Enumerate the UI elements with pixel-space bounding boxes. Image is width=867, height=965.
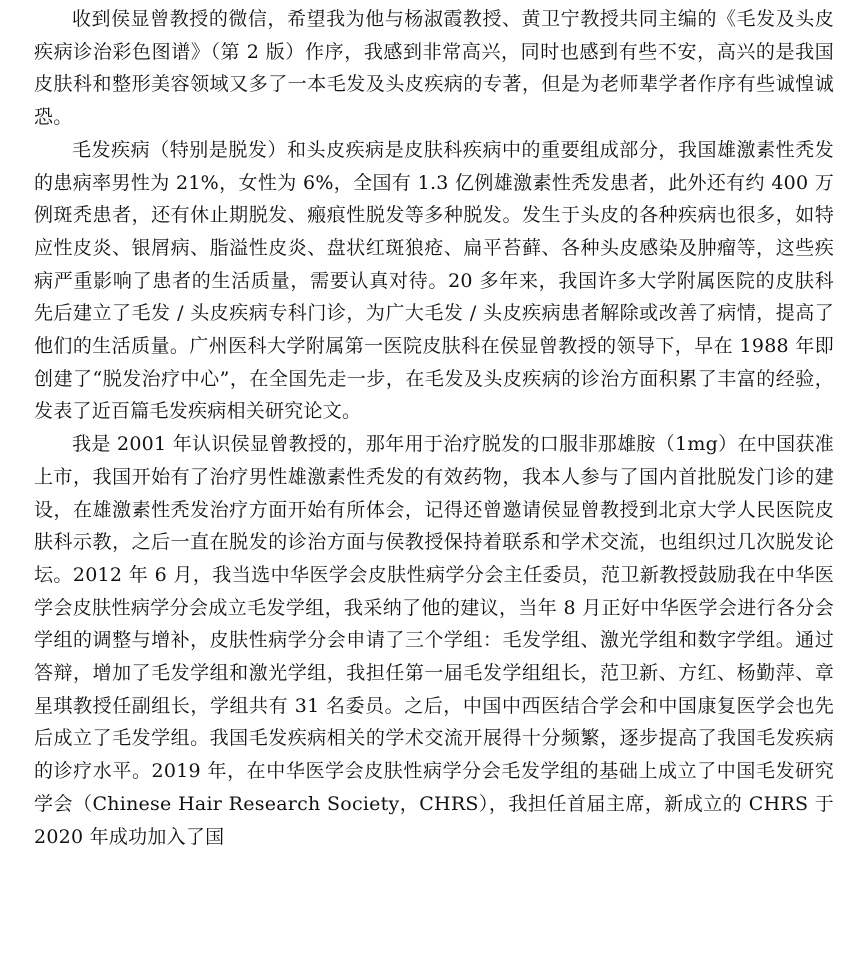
- paragraph-2: 毛发疾病（特别是脱发）和头皮疾病是皮肤科疾病中的重要组成部分，我国雄激素性秃发的患病率男性为 21%，女性为 6%，全国有 1.3 亿例雄激素性秃发患者，此外还有约 400 万例斑秃患者，还有休止期脱发、瘢痕性脱发等多种脱发。发生于头皮的各种疾病也很多，如特应性皮炎、银屑病、脂溢性皮炎、盘状红斑狼疮、扁平苔藓、各种头皮感染及肿瘤等，这些疾病严重影响了患者的生活质量，需要认真对待。20 多年来，我国许多大学附属医院的皮肤科先后建立了毛发 / 头皮疾病专科门诊，为广大毛发 / 头皮疾病患者解除或改善了病情，提高了他们的生活质量。广州医科大学附属第一医院皮肤科在侯显曾教授的领导下，早在 1988 年即创建了“脱发治疗中心”，在全国先走一步，在毛发及头皮疾病的诊治方面积累了丰富的经验，发表了近百篇毛发疾病相关研究论文。: [34, 138, 834, 423]
- paragraph-1: 收到侯显曾教授的微信，希望我为他与杨淑霞教授、黄卫宁教授共同主编的《毛发及头皮疾病诊治彩色图谱》（第 2 版）作序，我感到非常高兴，同时也感到有些不安，高兴的是我国皮肤科和整形美容领域又多了一本毛发及头皮疾病的专著，但是为老师辈学者作序有些诚惶诚恐。: [34, 8, 834, 129]
- paragraph-3: 我是 2001 年认识侯显曾教授的，那年用于治疗脱发的口服非那雄胺（1mg）在中国获准上市，我国开始有了治疗男性雄激素性秃发的有效药物，我本人参与了国内首批脱发门诊的建设，在雄激素性秃发治疗方面开始有所体会，记得还曾邀请侯显曾教授到北京大学人民医院皮肤科示教，之后一直在脱发的诊治方面与侯教授保持着联系和学术交流，也组织过几次脱发论坛。2012 年 6 月，我当选中华医学会皮肤性病学分会主任委员，范卫新教授鼓励我在中华医学会皮肤性病学分会成立毛发学组，我采纳了他的建议，当年 8 月正好中华医学会进行各分会学组的调整与增补，皮肤性病学分会申请了三个学组：毛发学组、激光学组和数字学组。通过答辩，增加了毛发学组和激光学组，我担任第一届毛发学组组长，范卫新、方红、杨勤萍、章星琪教授任副组长，学组共有 31 名委员。之后，中国中西医结合学会和中国康复医学会也先后成立了毛发学组。我国毛发疾病相关的学术交流开展得十分频繁，逐步提高了我国毛发疾病的诊疗水平。2019 年，在中华医学会皮肤性病学分会毛发学组的基础上成立了中国毛发研究学会（Chinese Hair Research Society，CHRS），我担任首届主席，新成立的 CHRS 于 2020 年成功加入了国: [34, 433, 834, 848]
- document-body: [34, 3, 834, 853]
